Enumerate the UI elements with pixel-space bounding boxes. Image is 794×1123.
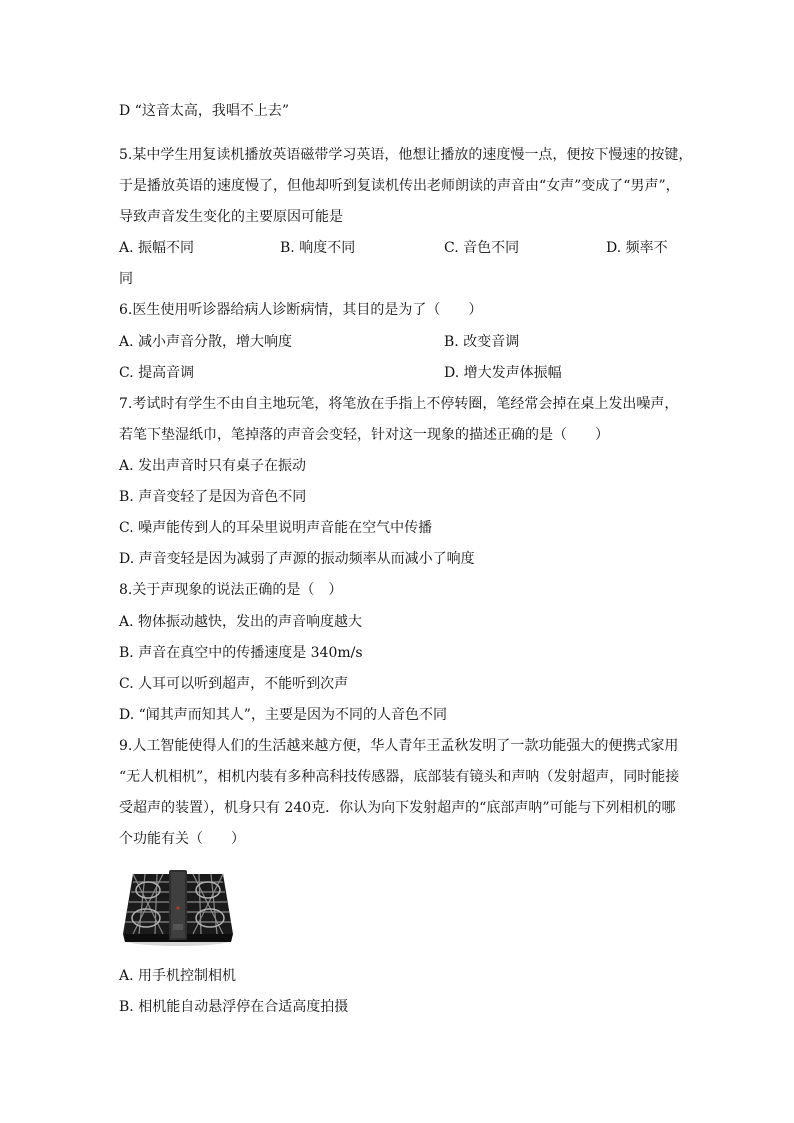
line-d-option: D “这音太高，我唱不上去” <box>119 103 289 119</box>
question-9-line-1: 9.人工智能使得人们的生活越来越方便，华人青年王孟秋发明了一款功能强大的便携式家用 <box>119 738 679 754</box>
question-6-option-c: C. 提高音调 <box>119 365 195 381</box>
question-5-line-1: 5.某中学生用复读机播放英语磁带学习英语，他想让播放的速度慢一点，便按下慢速的按键， <box>119 147 693 163</box>
question-7-line-1: 7.考试时有学生不由自主地玩笔，将笔放在手指上不停转圈，笔经常会掉在桌上发出噪声， <box>119 396 679 412</box>
question-9-option-a: A. 用手机控制相机 <box>119 968 237 984</box>
question-7-option-a: A. 发出声音时只有桌子在振动 <box>119 458 307 474</box>
question-5-option-a: A. 振幅不同 <box>119 240 195 256</box>
question-9-line-2: “无人机相机”，相机内装有多种高科技传感器，底部装有镜头和声呐（发射超声，同时能接 <box>119 769 680 785</box>
question-6: 6.医生使用听诊器给病人诊断病情，其目的是为了（ ） <box>119 302 483 318</box>
question-8-option-c: C. 人耳可以听到超声，不能听到次声 <box>119 676 349 692</box>
question-7-option-b: B. 声音变轻了是因为音色不同 <box>119 489 307 505</box>
question-5-line-3: 导致声音发生变化的主要原因可能是 <box>119 209 343 225</box>
question-8-option-a: A. 物体振动越快，发出的声音响度越大 <box>119 614 363 630</box>
question-6-option-d: D. 增大发声体振幅 <box>444 365 562 381</box>
question-5-line-2: 于是播放英语的速度慢了，但他却听到复读机传出老师朗读的声音由“女声”变成了“男声”， <box>119 178 680 194</box>
question-6-option-b: B. 改变音调 <box>444 334 520 350</box>
question-5-option-b: B. 响度不同 <box>280 240 356 256</box>
question-5-option-d-wrap: 同 <box>119 271 133 287</box>
question-7-option-d: D. 声音变轻是因为减弱了声源的振动频率从而减小了响度 <box>119 551 475 567</box>
question-9-option-b: B. 相机能自动悬浮停在合适高度拍摄 <box>119 999 349 1015</box>
question-5-option-d: D. 频率不 <box>606 240 668 256</box>
question-9-line-3: 受超声的装置），机身只有 240克．你认为向下发射超声的“底部声呐”可能与下列相机的哪 <box>119 800 676 816</box>
question-8-option-d: D. “闻其声而知其人”，主要是因为不同的人音色不同 <box>119 707 447 723</box>
drone-camera-image <box>119 862 237 950</box>
question-6-option-a: A. 减小声音分散，增大响度 <box>119 334 293 350</box>
question-5-option-c: C. 音色不同 <box>444 240 520 256</box>
question-7-line-2: 若笔下垫湿纸巾，笔掉落的声音会变轻，针对这一现象的描述正确的是（ ） <box>119 427 609 443</box>
question-8-option-b: B. 声音在真空中的传播速度是 340m/s <box>119 645 363 661</box>
question-7-option-c: C. 噪声能传到人的耳朵里说明声音能在空气中传播 <box>119 520 433 536</box>
question-9-line-4: 个功能有关（ ） <box>119 831 245 847</box>
question-8: 8.关于声现象的说法正确的是（ ） <box>119 582 343 598</box>
